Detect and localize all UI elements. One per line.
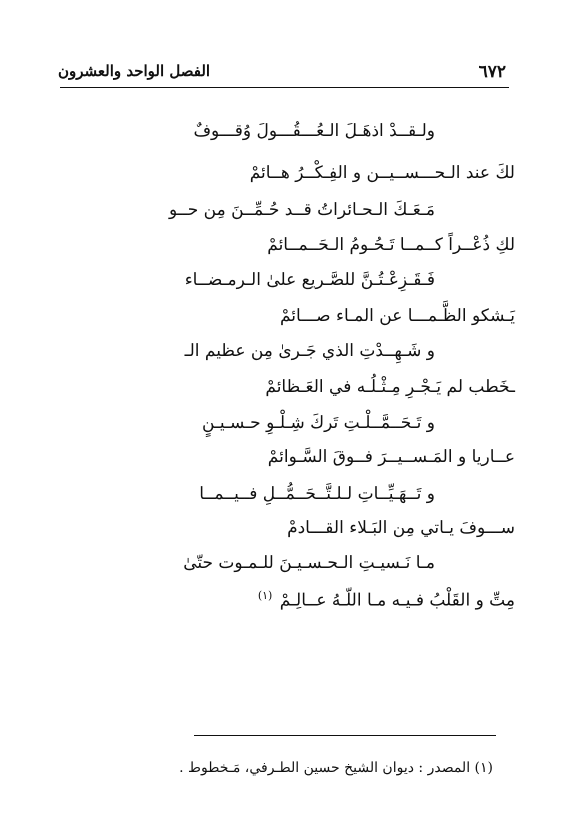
poem-line-with-footnote [258,585,515,612]
poem [65,0,515,835]
footnote: (١) المصدر : ديوان الشيخ حسين الطـرفي، مَـخطوط . [179,760,493,776]
poem-line: ســـوفَ يـاتي مِن البَـلاء القـــادمْ [287,518,515,538]
poem-line: يَـشكو الظَّـمـــا عن المـاء صـــائمْ [279,306,515,326]
poem-line: و تَــهَـيِّــاتِ لـلـتَّــحَــمُّــلِ فــيــمــا [199,484,435,504]
poem-line: و تَـحَــمَّــلْـتِ تَركَ شِـلْـوِ حـسـيـنٍ [202,413,435,433]
poem-line: و شَـهِــدْتِ الذي جَـرىٰ مِن عظيم الـ [184,341,435,361]
poem-line: فَـقَـزِعْـتُـنَّ للصَّـريع علىٰ الـرمـضــاء [184,270,435,290]
footnote-marker: (١) [257,589,273,602]
poem-line: لكَ عند الـحـــســيــن و الفِـكْــرُ هــائمْ [249,163,515,183]
chapter-title: الفصل الواحد والعشرون [58,62,211,80]
poem-line: مـا نَـسيـتِ الـحـسـيـنَ للـمـوت حتّىٰ [183,553,435,573]
poem-line: عــاريا و المَـســيــرَ فــوقَ السَّـوائمْ [267,447,515,467]
poem-line: مَـعَـكَ الـحـائراتُ قــد حُـمِّــنَ مِن حــو [169,200,435,220]
poem-line: ـخَطب لم يَـجْـرِ مِـثْـلُـه في العَـظائمْ [265,377,515,397]
poem-line: ولـقــدْ اذهَـلَ الـعُـــقُـــولَ وُقـــوفٌ [193,121,435,141]
poem-line: لكِ ذُعْــراً كــمــا تَـحُـومُ الـحَــمــائمْ [267,235,515,255]
footnote-rule [194,735,496,736]
page-number: ٦٧٢ [478,62,506,82]
poem-line-text: مِتِّ و القَلْبُ فـيـه مـا اللّـهُ عــالِـمْ [279,590,515,611]
